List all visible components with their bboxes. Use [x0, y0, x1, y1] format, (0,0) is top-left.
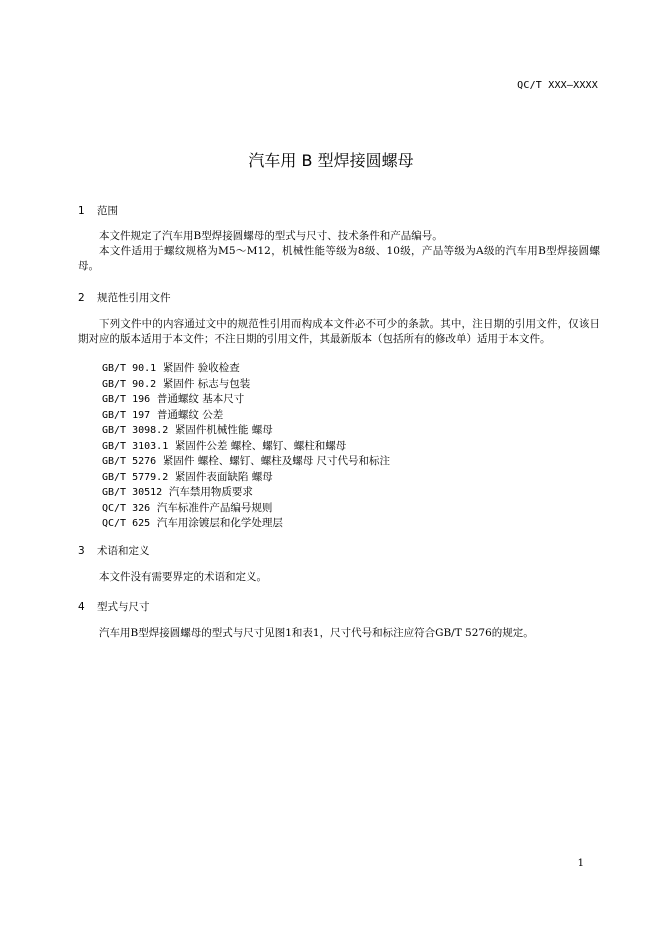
section-1-heading: [78, 203, 118, 218]
reference-code: GB/T 5276: [102, 456, 157, 467]
section-4-paragraph-1: 汽车用B型焊接圆螺母的型式与尺寸见图1和表1，尺寸代号和标注应符合GB/T 5276的规定。: [99, 627, 534, 639]
reference-title: 紧固件机械性能 螺母: [174, 424, 273, 436]
reference-list: [102, 361, 390, 532]
reference-title: 普通螺纹 基本尺寸: [156, 393, 245, 405]
reference-title: 汽车用涂镀层和化学处理层: [156, 517, 283, 529]
reference-item: [102, 377, 390, 393]
section-title: 范围: [97, 205, 118, 217]
reference-code: GB/T 3098.2: [102, 425, 169, 436]
section-3-paragraph-1: 本文件没有需要界定的术语和定义。: [99, 571, 267, 583]
reference-item: [102, 454, 390, 470]
reference-code: QC/T 326: [102, 502, 151, 514]
reference-item: [102, 501, 390, 517]
reference-title: 紧固件 螺栓、螺钉、螺柱及螺母 尺寸代号和标注: [162, 455, 391, 467]
section-number: 3: [78, 545, 85, 557]
reference-title: 紧固件表面缺陷 螺母: [174, 470, 273, 483]
section-1-paragraph-1: 本文件规定了汽车用B型焊接圆螺母的型式与尺寸、技术条件和产品编号。: [99, 230, 443, 242]
reference-item: [102, 361, 390, 377]
section-number: 1: [78, 205, 85, 217]
document-title: 汽车用 B 型焊接圆螺母: [248, 151, 414, 170]
section-title: 型式与尺寸: [97, 601, 150, 613]
reference-item: [102, 423, 390, 439]
section-2-heading: [78, 290, 171, 305]
reference-item: [102, 516, 390, 532]
reference-title: 汽车标准件产品编号规则: [156, 501, 273, 514]
section-1-paragraph-2: 本文件适用于螺纹规格为M5～M12，机械性能等级为8级、10级，产品等级为A级的汽车用B型焊接圆螺母。: [78, 245, 600, 272]
reference-item: [102, 485, 390, 501]
reference-item: [102, 470, 390, 486]
reference-title: 紧固件公差 螺栓、螺钉、螺柱和螺母: [174, 439, 347, 452]
reference-item: [102, 439, 390, 455]
reference-code: GB/T 3103.1: [102, 440, 169, 452]
document-code: QC/T XXX—XXXX: [517, 80, 598, 91]
reference-item: [102, 408, 390, 424]
reference-title: 普通螺纹 公差: [156, 408, 224, 421]
section-number: 2: [78, 292, 85, 304]
reference-title: 汽车禁用物质要求: [168, 486, 253, 498]
section-title: 术语和定义: [97, 545, 150, 557]
reference-title: 紧固件 验收检查: [162, 362, 240, 374]
reference-code: GB/T 30512: [102, 487, 163, 498]
section-number: 4: [78, 601, 85, 613]
reference-item: [102, 392, 390, 408]
reference-code: GB/T 90.2: [102, 378, 157, 390]
reference-code: QC/T 625: [102, 518, 151, 529]
section-2-paragraph-1: 下列文件中的内容通过文中的规范性引用而构成本文件必不可少的条款。其中，注日期的引用文件，仅该日期对应的版本适用于本文件；不注日期的引用文件，其最新版本（包括所有的修改单）适用于本文件。: [78, 318, 600, 345]
reference-title: 紧固件 标志与包装: [162, 377, 251, 390]
section-title: 规范性引用文件: [97, 292, 171, 304]
reference-code: GB/T 5779.2: [102, 471, 169, 483]
page-number: 1: [577, 858, 584, 869]
section-4-heading: [78, 599, 150, 614]
reference-code: GB/T 197: [102, 409, 151, 421]
reference-code: GB/T 196: [102, 394, 151, 405]
section-3-heading: [78, 543, 150, 558]
reference-code: GB/T 90.1: [102, 363, 157, 374]
